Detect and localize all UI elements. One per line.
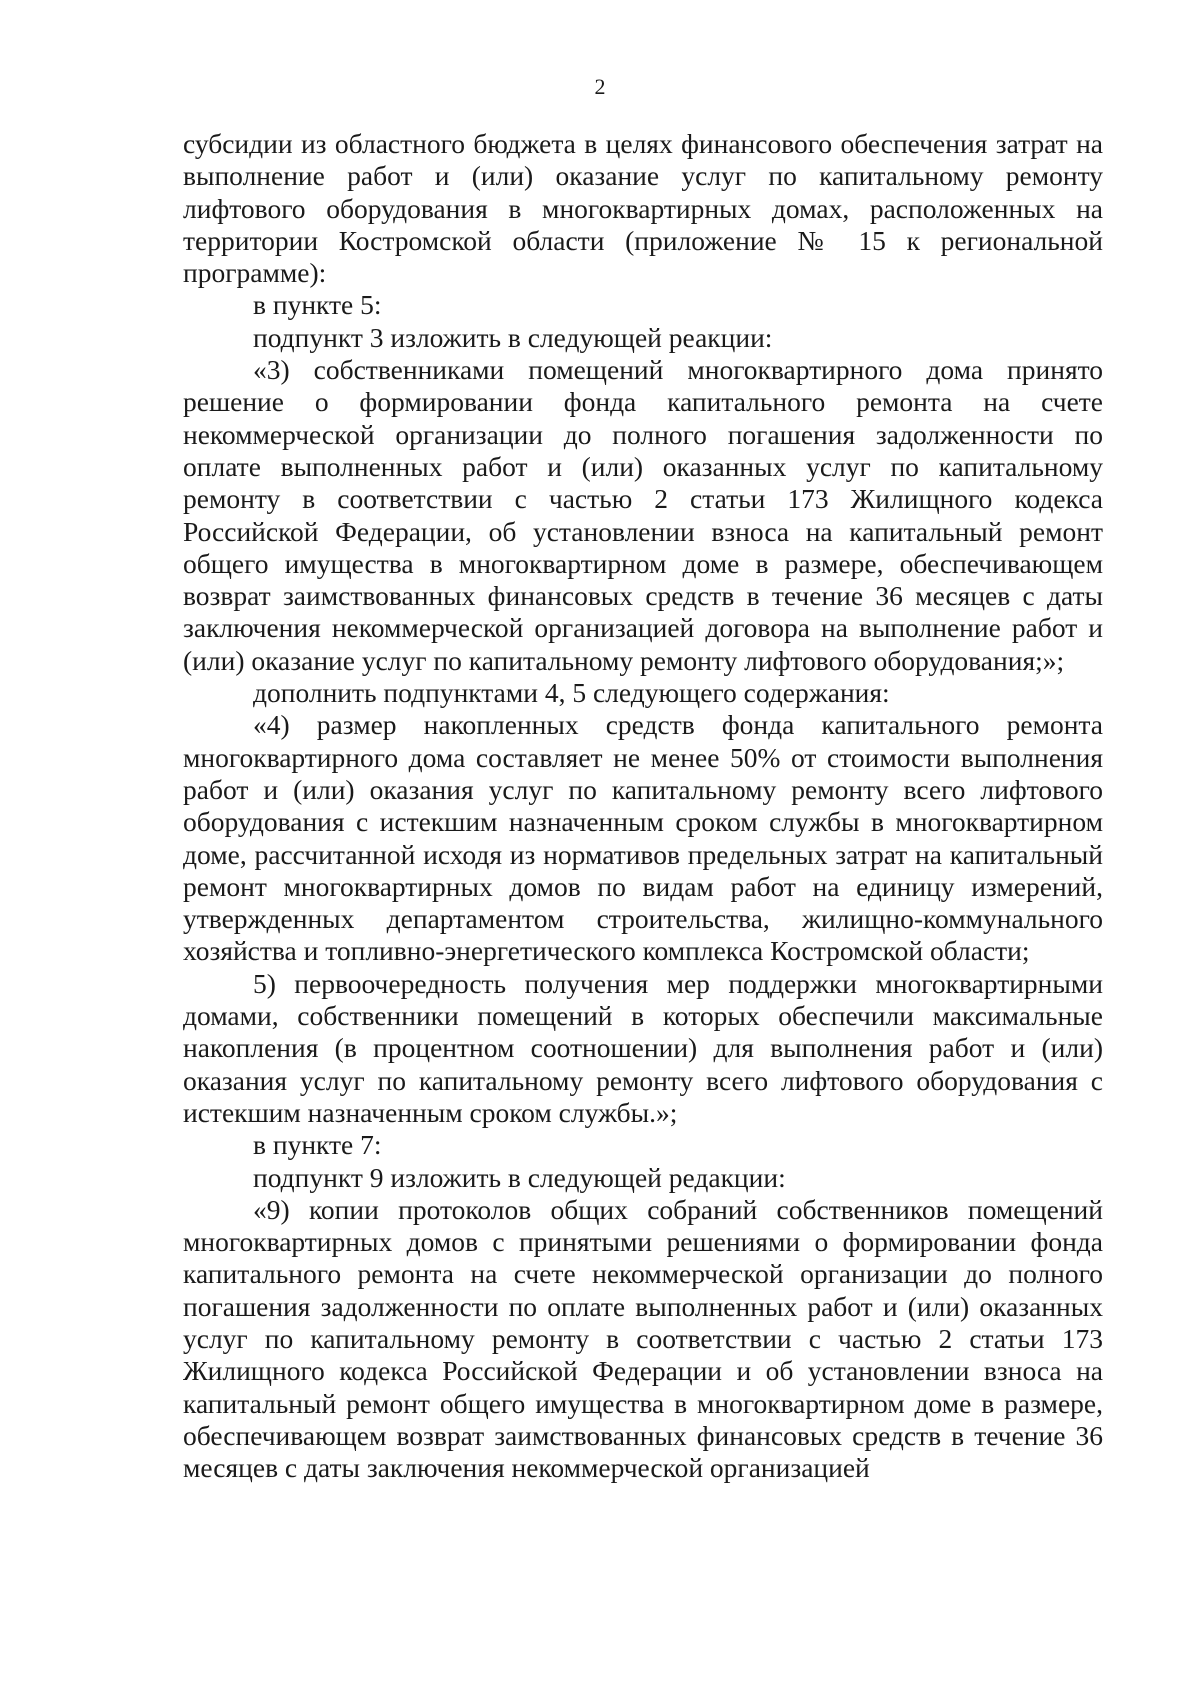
- paragraph-subpoint-5-text: 5) первоочередность получения мер поддержки многоквартирными домами, собственники помещений в которых обеспечили максимальные накопления (в процентном соотношении) для выполнения работ и (или) оказания услуг по капитальному ремонту всего лифтового оборудования с истекшим назначенным сроком службы.»;: [183, 967, 1103, 1128]
- paragraph-subpoint-3-text: «3) собственниками помещений многоквартирного дома принято решение о формировании фонда капитального ремонта на счете некоммерческой организации до полного погашения задолженности по оплате выполненных работ и (или) оказанных услуг по капитальному ремонту в соответствии с частью 2 статьи 173 Жилищного кодекса Российской Федерации, об установлении взноса на капитальный ремонт общего имущества в многоквартирном доме в размере, обеспечивающем возврат заимствованных финансовых средств в течение 36 месяцев с даты заключения некоммерческой организацией договора на выполнение работ и (или) оказание услуг по капитальному ремонту лифтового оборудования;»;: [183, 354, 1103, 676]
- paragraph-subpoint-3-instruction: подпункт 3 изложить в следующей реакции:: [253, 321, 773, 353]
- paragraph-continuation: субсидии из областного бюджета в целях финансового обеспечения затрат на выполнение работ и (или) оказание услуг по капитальному ремонту лифтового оборудования в многоквартирных домах, расположенных на территории Костромской области (приложение № 15 к региональной программе):: [183, 128, 1103, 289]
- paragraph-point-7-heading: в пункте 7:: [253, 1129, 382, 1161]
- paragraph-point-5-heading: в пункте 5:: [253, 289, 382, 321]
- page-number: 2: [594, 74, 606, 99]
- paragraph-subpoint-9-instruction: подпункт 9 изложить в следующей редакции:: [253, 1161, 786, 1193]
- document-body: [183, 128, 1103, 1484]
- paragraph-add-subpoints-instruction: дополнить подпунктами 4, 5 следующего содержания:: [253, 677, 890, 709]
- paragraph-subpoint-4-text: «4) размер накопленных средств фонда капитального ремонта многоквартирного дома составляет не менее 50% от стоимости выполнения работ и (или) оказания услуг по капитальному ремонту всего лифтового оборудования с истекшим назначенным сроком службы в многоквартирном доме, рассчитанной исходя из нормативов предельных затрат на капитальный ремонт многоквартирных домов по видам работ на единицу измерений, утвержденных департаментом строительства, жилищно-коммунального хозяйства и топливно-энергетического комплекса Костромской области;: [183, 709, 1103, 967]
- paragraph-subpoint-9-text: «9) копии протоколов общих собраний собственников помещений многоквартирных домов с принятыми решениями о формировании фонда капитального ремонта на счете некоммерческой организации до полного погашения задолженности по оплате выполненных работ и (или) оказанных услуг по капитальному ремонту в соответствии с частью 2 статьи 173 Жилищного кодекса Российской Федерации и об установлении взноса на капитальный ремонт общего имущества в многоквартирном доме в размере, обеспечивающем возврат заимствованных финансовых средств в течение 36 месяцев с даты заключения некоммерческой организацией: [183, 1193, 1103, 1484]
